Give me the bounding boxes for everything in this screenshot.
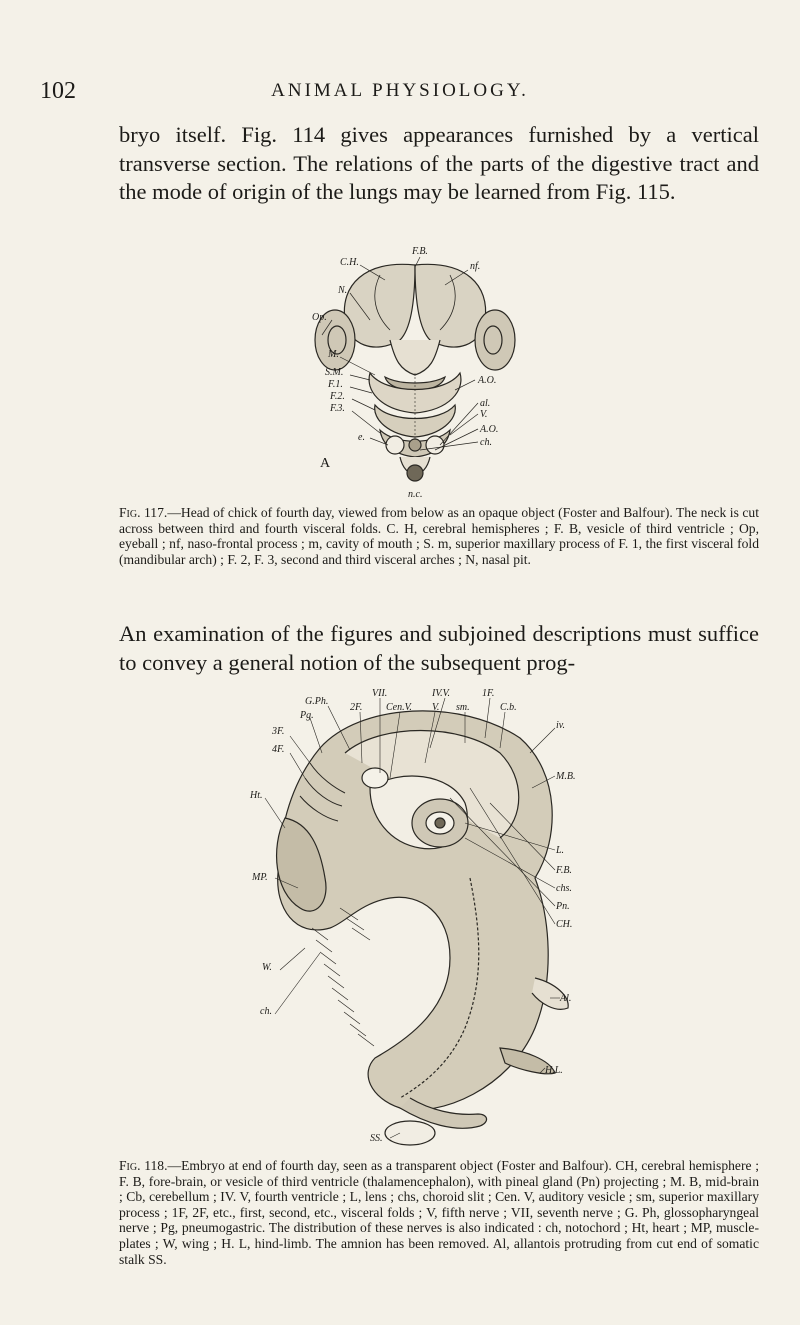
fig117-label-nc: n.c.: [408, 489, 423, 500]
fig117-label-sm: S.M.: [325, 367, 344, 378]
fig117-label-f1: F.1.: [328, 379, 343, 390]
fig117-label-f3: F.3.: [330, 403, 345, 414]
fig118-label-ss: SS.: [370, 1133, 383, 1144]
figure-118-embryo: [250, 678, 580, 1153]
fig118-label-hl: H.L.: [545, 1065, 563, 1076]
fig118-label-1f: 1F.: [482, 688, 495, 699]
fig117-label-n: N.: [338, 285, 348, 296]
fig118-label-chs: chs.: [556, 883, 572, 894]
fig118-label-cenv: Cen.V.: [386, 702, 412, 713]
figure-118-caption-label: Fig. 118.: [119, 1158, 168, 1173]
fig118-label-4f: 4F.: [272, 744, 285, 755]
fig118-label-2f: 2F.: [350, 702, 363, 713]
figure-117-caption-label: Fig. 117.: [119, 505, 168, 520]
fig117-label-fb: F.B.: [412, 246, 428, 257]
fig118-label-ht: Ht.: [250, 790, 263, 801]
page-number: 102: [40, 78, 76, 104]
fig117-label-a: A: [320, 456, 331, 471]
fig117-label-nf: nf.: [470, 261, 481, 272]
fig117-label-ch-small: ch.: [480, 437, 492, 448]
fig118-label-v: V.: [432, 702, 440, 713]
fig118-label-pn: Pn.: [556, 901, 570, 912]
fig118-label-mp: MP.: [252, 872, 268, 883]
fig118-label-ch-small: ch.: [260, 1006, 272, 1017]
fig118-label-gph: G.Ph.: [305, 696, 329, 707]
body-paragraph-middle: An examination of the figures and subjoined descriptions must suffice to convey a general notion of the subsequent prog-: [119, 621, 759, 675]
fig117-label-e: e.: [358, 432, 365, 443]
fig117-label-m: M.: [328, 349, 339, 360]
fig118-label-mb: M.B.: [556, 771, 576, 782]
fig117-label-v: V.: [480, 409, 488, 420]
figure-117-chick-head: [290, 245, 540, 500]
fig118-label-pg: Pg.: [300, 710, 314, 721]
fig118-label-3f: 3F.: [272, 726, 285, 737]
figure-117-drawing: [290, 245, 540, 500]
fig117-label-ao2: A.O.: [480, 424, 499, 435]
fig118-label-fb: F.B.: [556, 865, 572, 876]
page-header: [40, 78, 760, 108]
fig117-label-ch: C.H.: [340, 257, 359, 268]
fig117-label-op: Op.: [312, 312, 327, 323]
fig118-label-w: W.: [262, 962, 272, 973]
fig117-label-f2: F.2.: [330, 391, 345, 402]
running-head: ANIMAL PHYSIOLOGY.: [271, 80, 529, 101]
fig118-label-sm: sm.: [456, 702, 470, 713]
fig118-label-ivv: IV.V.: [432, 688, 450, 699]
fig118-label-ch-big: CH.: [556, 919, 573, 930]
fig118-label-cb: C.b.: [500, 702, 517, 713]
fig118-label-al: Al.: [560, 993, 572, 1004]
body-paragraph-top: bryo itself. Fig. 114 gives appearances furnished by a vertical transverse section. The relations of the parts of the digestive tract and the mode of origin of the lungs may be learned from Fig. 115.: [119, 122, 759, 204]
figure-118-caption-text: —Embryo at end of fourth day, seen as a transparent object (Foster and Balfour). CH, cerebral hemisphere ; F. B, fore-brain, or vesicle of third ventricle (thalamencephalon), with pineal gland (Pn) projecting ; M. B, mid-brain ; Cb, cerebellum ; IV. V, fourth ventricle ; L, lens ; chs, choroid slit ; Cen. V, auditory vesicle ; sm, superior maxillary process ; 1F, 2F, etc., first, second, etc., visceral folds ; V, fifth nerve ; VII, seventh nerve ; G. Ph, glossopharyngeal nerve ; Pg, pneumogastric. The distribution of these nerves is also indicated : ch, notochord ; Ht, heart ; MP, muscle-plates ; W, wing ; H. L, hind-limb. The amnion has been removed. Al, allantois protruding from cut end of somatic stalk SS.: [119, 1158, 759, 1267]
figure-117-caption-text: —Head of chick of fourth day, viewed from below as an opaque object (Foster and Balfour). The neck is cut across between third and fourth visceral folds. C. H, cerebral hemispheres ; F. B, vesicle of third ventricle ; Op, eyeball ; nf, naso-frontal process ; m, cavity of mouth ; S. m, superior maxillary process of F. 1, the first visceral fold (mandibular arch) ; F. 2, F. 3, second and third visceral arches ; N, nasal pit.: [119, 505, 759, 567]
fig117-label-ao: A.O.: [478, 375, 497, 386]
fig118-label-vii: VII.: [372, 688, 388, 699]
fig117-label-al: al.: [480, 398, 491, 409]
figure-118-caption: [119, 1158, 759, 1267]
fig118-label-iv: iv.: [556, 720, 565, 731]
figure-118-drawing: [250, 678, 580, 1153]
figure-117-caption: [119, 505, 759, 567]
fig118-label-l: L.: [556, 845, 565, 856]
